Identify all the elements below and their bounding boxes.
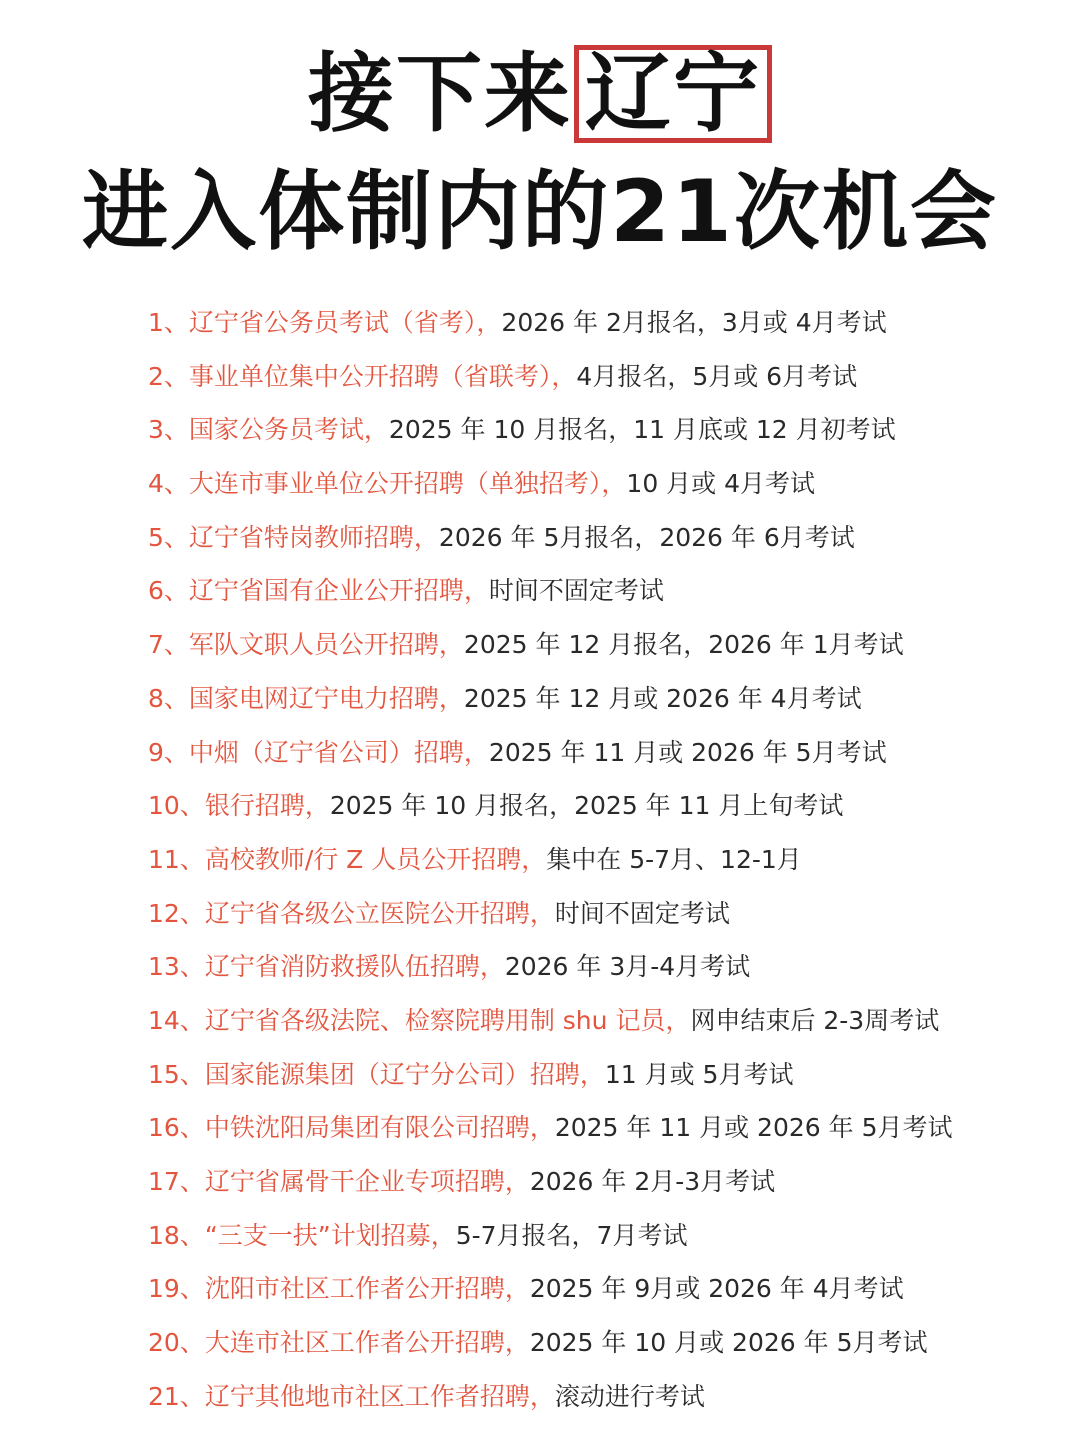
list-item bbox=[148, 350, 1048, 404]
list-item bbox=[148, 1209, 1048, 1263]
list-item bbox=[148, 511, 1048, 565]
item-detail: 2026 年 2月报名，3月或 4月考试 bbox=[501, 308, 887, 337]
item-org: 国家电网辽宁电力招聘， bbox=[188, 683, 464, 713]
list-item bbox=[148, 672, 1048, 726]
item-number: 2、 bbox=[148, 361, 189, 391]
list-item bbox=[148, 1048, 1048, 1102]
title-line-2: 进入体制内的21次机会 bbox=[82, 162, 998, 262]
list-item bbox=[148, 833, 1048, 887]
item-org: 辽宁省国有企业公开招聘， bbox=[188, 576, 489, 606]
item-number: 18、 bbox=[148, 1220, 205, 1250]
item-org: “三支一扶”计划招募， bbox=[204, 1220, 456, 1250]
list-item bbox=[148, 940, 1048, 994]
item-number: 21、 bbox=[148, 1381, 205, 1411]
item-detail: 2026 年 5月报名，2026 年 6月考试 bbox=[438, 522, 855, 552]
item-number: 10、 bbox=[148, 791, 205, 821]
item-org: 辽宁省公务员考试（省考）， bbox=[188, 308, 502, 337]
item-number: 4、 bbox=[148, 469, 189, 499]
item-org: 辽宁省各级公立医院公开招聘， bbox=[204, 898, 555, 928]
list-item bbox=[148, 564, 1048, 618]
item-org: 事业单位集中公开招聘（省联考）， bbox=[188, 361, 577, 391]
list-item bbox=[148, 1262, 1048, 1316]
item-org: 辽宁省消防救援队伍招聘， bbox=[204, 952, 505, 982]
item-number: 20、 bbox=[148, 1328, 205, 1358]
list-item bbox=[148, 618, 1048, 672]
item-detail: 4月报名，5月或 6月考试 bbox=[576, 361, 858, 391]
opportunity-list bbox=[148, 296, 1048, 1423]
page-title bbox=[0, 38, 1080, 274]
item-detail: 2026 年 3月-4月考试 bbox=[504, 952, 751, 982]
item-number: 7、 bbox=[148, 630, 189, 660]
list-item bbox=[148, 726, 1048, 780]
item-detail: 11 月或 5月考试 bbox=[604, 1059, 794, 1089]
item-number: 14、 bbox=[148, 1005, 205, 1035]
title-highlight-box: 辽宁 bbox=[574, 45, 772, 143]
item-org: 辽宁省属骨干企业专项招聘， bbox=[204, 1167, 530, 1196]
item-number: 8、 bbox=[148, 683, 189, 713]
list-item bbox=[148, 296, 1048, 350]
item-org: 沈阳市社区工作者公开招聘， bbox=[204, 1274, 530, 1304]
item-detail: 2025 年 10 月或 2026 年 5月考试 bbox=[529, 1328, 928, 1358]
list-item bbox=[148, 1101, 1048, 1155]
item-detail: 2025 年 10 月报名，2025 年 11 月上旬考试 bbox=[329, 791, 844, 821]
item-number: 13、 bbox=[148, 952, 205, 982]
item-number: 15、 bbox=[148, 1059, 205, 1089]
item-detail: 集中在 5-7月、12-1月 bbox=[546, 844, 802, 874]
item-org: 高校教师/行 Z 人员公开招聘， bbox=[204, 844, 547, 874]
item-number: 5、 bbox=[148, 522, 189, 552]
item-number: 6、 bbox=[148, 576, 189, 606]
item-detail: 时间不固定考试 bbox=[488, 576, 664, 606]
item-org: 辽宁省特岗教师招聘， bbox=[188, 522, 439, 552]
item-detail: 2025 年 12 月报名，2026 年 1月考试 bbox=[463, 630, 904, 660]
item-detail: 5-7月报名，7月考试 bbox=[455, 1220, 688, 1250]
item-org: 大连市社区工作者公开招聘， bbox=[204, 1328, 530, 1358]
item-number: 19、 bbox=[148, 1274, 205, 1304]
item-number: 3、 bbox=[148, 415, 189, 445]
item-number: 16、 bbox=[148, 1113, 205, 1143]
list-item bbox=[148, 887, 1048, 941]
item-org: 大连市事业单位公开招聘（单独招考）， bbox=[188, 469, 627, 499]
item-detail: 10 月或 4月考试 bbox=[626, 469, 816, 499]
item-number: 17、 bbox=[148, 1167, 205, 1196]
list-item bbox=[148, 779, 1048, 833]
list-item bbox=[148, 403, 1048, 457]
list-item bbox=[148, 1155, 1048, 1209]
item-detail: 2025 年 9月或 2026 年 4月考试 bbox=[529, 1274, 904, 1304]
item-org: 中铁沈阳局集团有限公司招聘， bbox=[204, 1113, 555, 1143]
list-item bbox=[148, 457, 1048, 511]
item-detail: 2025 年 12 月或 2026 年 4月考试 bbox=[463, 683, 862, 713]
item-detail: 2025 年 11 月或 2026 年 5月考试 bbox=[554, 1113, 953, 1143]
title-prefix: 接下来 bbox=[308, 44, 572, 144]
item-detail: 时间不固定考试 bbox=[554, 898, 730, 928]
item-org: 辽宁其他地市社区工作者招聘， bbox=[204, 1381, 555, 1411]
item-detail: 2025 年 11 月或 2026 年 5月考试 bbox=[488, 737, 887, 767]
item-org: 中烟（辽宁省公司）招聘， bbox=[188, 737, 489, 767]
item-org: 银行招聘， bbox=[204, 791, 330, 821]
item-org: 国家公务员考试， bbox=[188, 415, 389, 445]
item-number: 9、 bbox=[148, 737, 189, 767]
title-line-1 bbox=[0, 38, 1080, 156]
item-number: 12、 bbox=[148, 898, 205, 928]
item-number: 1、 bbox=[148, 308, 189, 337]
item-detail: 滚动进行考试 bbox=[554, 1381, 705, 1411]
list-item bbox=[148, 994, 1048, 1048]
item-detail: 2025 年 10 月报名，11 月底或 12 月初考试 bbox=[388, 415, 896, 445]
list-item bbox=[148, 1370, 1048, 1424]
list-item bbox=[148, 1316, 1048, 1370]
item-detail: 2026 年 2月-3月考试 bbox=[529, 1167, 776, 1196]
item-number: 11、 bbox=[148, 844, 205, 874]
item-org: 国家能源集团（辽宁分公司）招聘， bbox=[204, 1059, 605, 1089]
item-detail: 网申结束后 2-3周考试 bbox=[690, 1005, 940, 1035]
item-org: 军队文职人员公开招聘， bbox=[188, 630, 464, 660]
item-org: 辽宁省各级法院、检察院聘用制 shu 记员， bbox=[204, 1005, 691, 1035]
